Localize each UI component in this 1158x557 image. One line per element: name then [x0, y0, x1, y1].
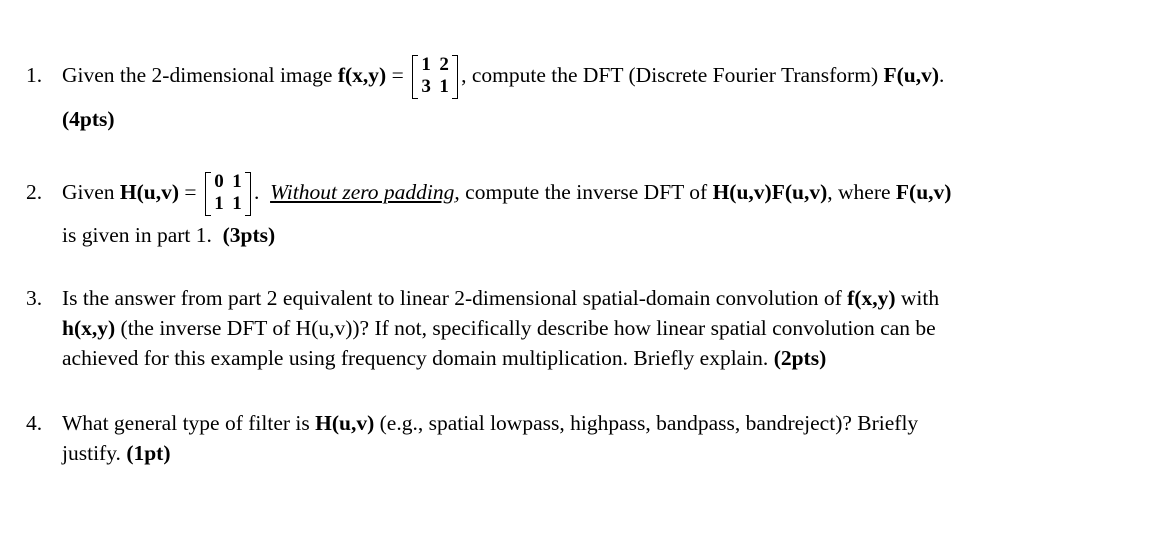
question-3-text: Is the answer from part 2 equivalent to linear 2-dimensional spatial-domain convolution of: [62, 286, 848, 310]
question-2-text-cont: , compute the inverse DFT of: [454, 180, 713, 204]
matrix-cell: 2: [439, 54, 449, 76]
question-2-points: (3pts): [222, 223, 276, 247]
question-3-line-1: [62, 285, 939, 311]
function-f-xy: f(x,y): [337, 63, 387, 87]
function-h-xy: h(x,y): [62, 316, 116, 340]
question-3-number: 3.: [26, 286, 43, 310]
question-4-points: (1pt): [126, 441, 171, 465]
matrix-cell: 1: [214, 193, 224, 215]
question-1-line-1: [62, 51, 944, 101]
question-4-text: What general type of filter is: [62, 411, 316, 435]
question-2-text: Given: [62, 180, 120, 204]
question-1-text: Given the 2-dimensional image: [62, 63, 338, 87]
question-2-number: 2.: [26, 180, 43, 204]
question-2-line-1: [62, 168, 951, 218]
left-bracket: [412, 55, 418, 99]
question-3-text-with: with: [895, 286, 940, 310]
question-3-text-line-2: (the inverse DFT of H(u,v))? If not, specifically describe how linear spatial convolution can be: [115, 316, 936, 340]
equals-sign: =: [179, 180, 202, 204]
question-3-points: (2pts): [773, 346, 827, 370]
question-2-line-2: [62, 222, 275, 248]
matrix-h: [205, 170, 251, 218]
question-3-line-2: [62, 315, 936, 341]
question-3-text-line-3: achieved for this example using frequency domain multiplication. Briefly explain.: [62, 346, 774, 370]
question-4-line-1: [62, 410, 918, 436]
matrix-cell: 1: [421, 54, 431, 76]
equals-sign: =: [386, 63, 410, 87]
function-F-uv: F(u,v): [895, 180, 952, 204]
period: .: [939, 63, 945, 87]
period: .: [253, 180, 260, 204]
right-bracket: [245, 172, 251, 216]
product-HF: H(u,v)F(u,v): [712, 180, 828, 204]
question-2-text-line-2: is given in part 1.: [62, 223, 212, 247]
function-F-uv: F(u,v): [883, 63, 940, 87]
question-4-line-2: [62, 440, 171, 466]
matrix-cell: 1: [232, 171, 242, 193]
question-1-points: (4pts): [62, 107, 115, 131]
function-f-xy: f(x,y): [847, 286, 896, 310]
matrix-cell: 1: [232, 193, 242, 215]
question-1-text-cont: , compute the DFT (Discrete Fourier Transform): [461, 63, 884, 87]
function-H-uv: H(u,v): [315, 411, 375, 435]
question-4-text-cont: (e.g., spatial lowpass, highpass, bandpass, bandreject)? Briefly: [374, 411, 919, 435]
question-1-line-2: [62, 106, 115, 132]
question-4-text-line-2: justify.: [62, 441, 127, 465]
emphasis-no-zero-padding: Without zero padding: [270, 180, 455, 204]
matrix-cell: 3: [421, 76, 431, 98]
function-H-uv: H(u,v): [119, 180, 180, 204]
left-bracket: [205, 172, 211, 216]
matrix-cell: 1: [439, 76, 449, 98]
matrix-f: [412, 53, 458, 101]
question-4-number: 4.: [26, 411, 43, 435]
question-1-number: 1.: [26, 63, 43, 87]
question-3-line-3: [62, 345, 826, 371]
matrix-cell: 0: [214, 171, 224, 193]
right-bracket: [452, 55, 458, 99]
question-2-where: , where: [827, 180, 896, 204]
